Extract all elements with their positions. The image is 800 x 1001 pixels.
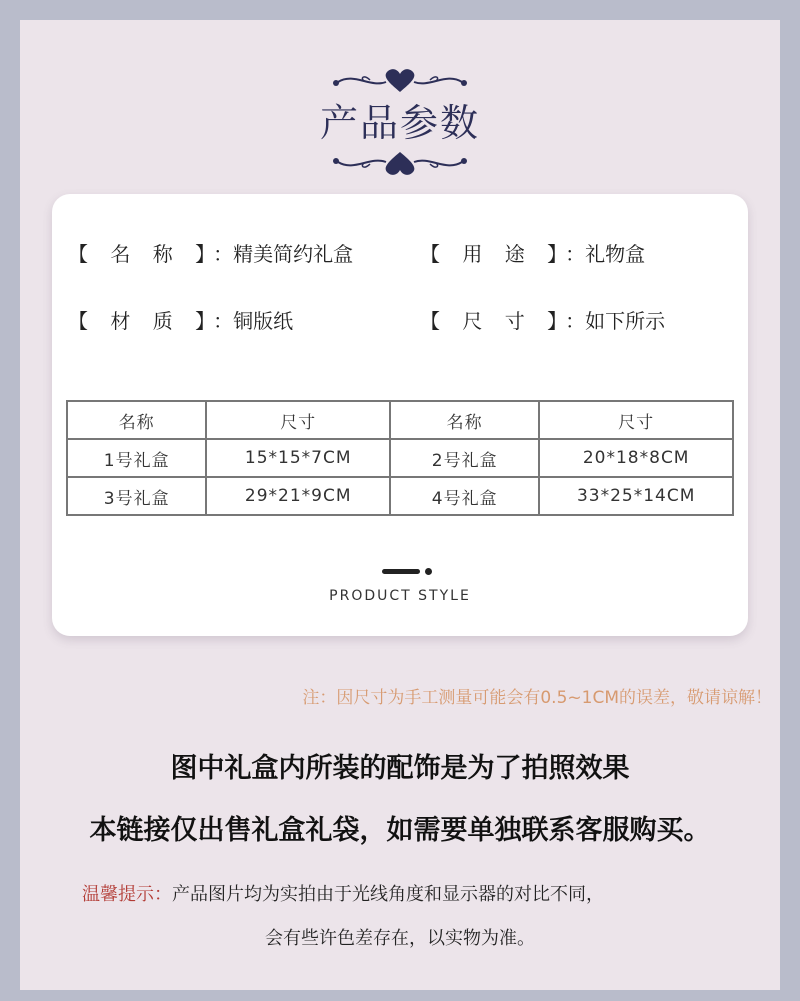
- spec-name: [68, 240, 353, 268]
- table-cell: 29*21*9CM: [206, 477, 390, 515]
- spec-material: [68, 307, 293, 335]
- table-cell: 33*25*14CM: [539, 477, 733, 515]
- table-cell: 2号礼盒: [390, 439, 539, 477]
- statement-sale-scope: 本链接仅出售礼盒礼袋，如需要单独联系客服购买。: [89, 815, 711, 846]
- table-cell: 20*18*8CM: [539, 439, 733, 477]
- product-style-label: PRODUCT STYLE: [329, 588, 471, 604]
- spec-size: [420, 307, 665, 335]
- spec-value: ：精美简约礼盒: [213, 242, 354, 266]
- tip-text-2: 会有些许色差存在，以实物为准。: [265, 928, 535, 949]
- spec-value: ：如下所示: [565, 309, 666, 333]
- spec-value: ：礼物盒: [565, 242, 646, 266]
- table-cell: 15*15*7CM: [206, 439, 390, 477]
- heart-ornament-bottom-icon: [330, 150, 470, 176]
- table-header-row: [67, 401, 733, 439]
- spec-label: 【 尺 寸 】: [420, 309, 566, 333]
- spec-label: 【 材 质 】: [68, 309, 214, 333]
- spec-value: ：铜版纸: [213, 309, 294, 333]
- table-cell: 3号礼盒: [67, 477, 206, 515]
- tip-text: 产品图片均为实拍由于光线角度和显示器的对比不同，: [172, 884, 604, 905]
- size-table: [66, 400, 734, 516]
- table-cell: 4号礼盒: [390, 477, 539, 515]
- measurement-note: 注：因尺寸为手工测量可能会有0.5~1CM的误差，敬请谅解！: [302, 688, 772, 708]
- spec-usage: [420, 240, 645, 268]
- spec-label: 【 名 称 】: [68, 242, 214, 266]
- table-header: 名称: [390, 401, 539, 439]
- heart-ornament-top-icon: [330, 68, 470, 94]
- divider-dot: [425, 568, 432, 575]
- tip-line: [82, 880, 604, 906]
- divider-dash: [382, 569, 420, 574]
- table-cell: 1号礼盒: [67, 439, 206, 477]
- statement-accessories: 图中礼盒内所装的配饰是为了拍照效果: [170, 753, 630, 784]
- table-row: [67, 439, 733, 477]
- page-title: 产品参数: [319, 101, 480, 145]
- tip-label: 温馨提示：: [82, 884, 172, 905]
- table-header: 尺寸: [539, 401, 733, 439]
- table-header: 尺寸: [206, 401, 390, 439]
- spec-label: 【 用 途 】: [420, 242, 566, 266]
- table-header: 名称: [67, 401, 206, 439]
- table-row: [67, 477, 733, 515]
